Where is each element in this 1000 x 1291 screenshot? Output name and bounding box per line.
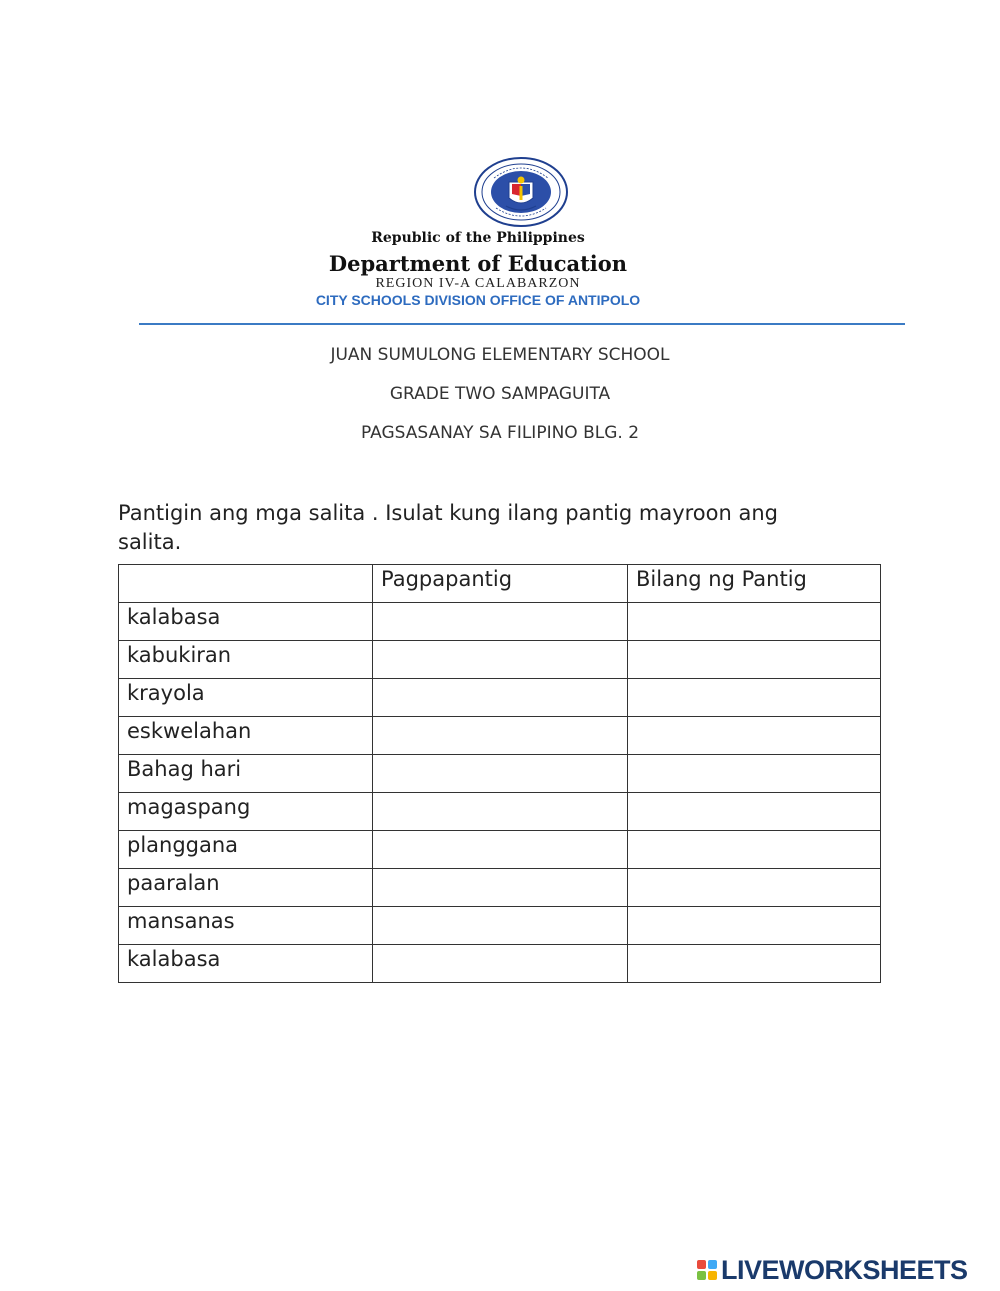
count-input[interactable] <box>628 945 881 983</box>
liveworksheets-logo-icon <box>697 1260 717 1280</box>
logo-square-yellow <box>708 1271 717 1280</box>
word-cell: kalabasa <box>119 603 373 641</box>
word-cell: krayola <box>119 679 373 717</box>
table-row <box>119 907 881 945</box>
count-input[interactable] <box>628 793 881 831</box>
table-row <box>119 869 881 907</box>
syllable-table <box>118 564 881 983</box>
count-input[interactable] <box>628 679 881 717</box>
syllables-input[interactable] <box>373 793 628 831</box>
syllables-input[interactable] <box>373 603 628 641</box>
syllables-input[interactable] <box>373 945 628 983</box>
table-row <box>119 717 881 755</box>
syllables-input[interactable] <box>373 717 628 755</box>
word-cell: paaralan <box>119 869 373 907</box>
syllables-input[interactable] <box>373 907 628 945</box>
division-heading: CITY SCHOOLS DIVISION OFFICE OF ANTIPOLO <box>315 292 641 308</box>
word-cell: Bahag hari <box>119 755 373 793</box>
syllables-input[interactable] <box>373 755 628 793</box>
count-input[interactable] <box>628 641 881 679</box>
syllables-input[interactable] <box>373 641 628 679</box>
liveworksheets-brand[interactable] <box>697 1255 968 1285</box>
header-cell-word <box>119 565 373 603</box>
table-row <box>119 755 881 793</box>
instructions: Pantigin ang mga salita . Isulat kung ilang pantig mayroon ang salita. <box>118 501 778 554</box>
count-input[interactable] <box>628 755 881 793</box>
word-cell: magaspang <box>119 793 373 831</box>
table-header-row <box>119 565 881 603</box>
region-heading: REGION IV-A CALABARZON <box>375 276 581 291</box>
table-row <box>119 679 881 717</box>
table-row <box>119 945 881 983</box>
republic-heading: Republic of the Philippines <box>371 230 585 246</box>
count-input[interactable] <box>628 831 881 869</box>
word-cell: mansanas <box>119 907 373 945</box>
logo-square-red <box>697 1260 706 1269</box>
table-row <box>119 641 881 679</box>
syllables-input[interactable] <box>373 679 628 717</box>
count-input[interactable] <box>628 907 881 945</box>
grade-section: GRADE TWO SAMPAGUITA <box>389 384 611 404</box>
table-row <box>119 793 881 831</box>
header-cell-bilang: Bilang ng Pantig <box>628 565 881 603</box>
liveworksheets-wordmark: LIVEWORKSHEETS <box>721 1254 968 1285</box>
department-heading: Department of Education <box>328 251 628 276</box>
exercise-title: PAGSASANAY SA FILIPINO BLG. 2 <box>360 423 640 443</box>
count-input[interactable] <box>628 869 881 907</box>
logo-square-green <box>697 1271 706 1280</box>
word-cell: eskwelahan <box>119 717 373 755</box>
word-cell: kalabasa <box>119 945 373 983</box>
table-row <box>119 831 881 869</box>
syllables-input[interactable] <box>373 869 628 907</box>
word-cell: kabukiran <box>119 641 373 679</box>
deped-seal-icon <box>472 156 570 228</box>
header-divider <box>139 323 905 325</box>
header-cell-pagpapantig: Pagpapantig <box>373 565 628 603</box>
school-name: JUAN SUMULONG ELEMENTARY SCHOOL <box>330 345 670 365</box>
logo-square-blue <box>708 1260 717 1269</box>
syllables-input[interactable] <box>373 831 628 869</box>
table-row <box>119 603 881 641</box>
word-cell: planggana <box>119 831 373 869</box>
count-input[interactable] <box>628 603 881 641</box>
count-input[interactable] <box>628 717 881 755</box>
